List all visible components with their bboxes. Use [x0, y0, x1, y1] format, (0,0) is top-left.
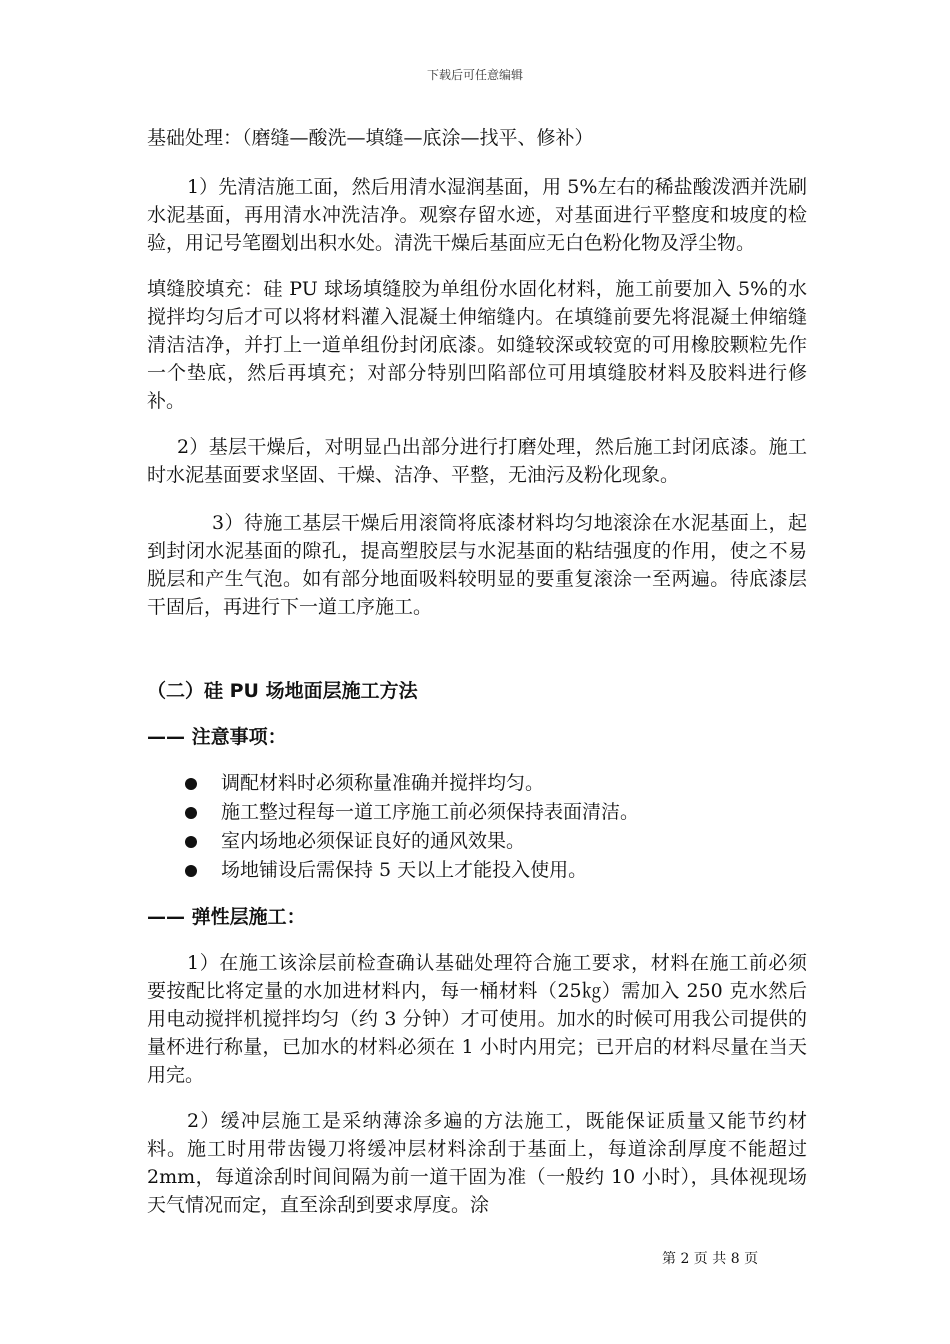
section-title-base-treatment: 基础处理：（磨缝—酸洗—填缝—底涂—找平、修补） [147, 127, 594, 149]
paragraph-step-1: 1）先清洁施工面，然后用清水湿润基面，用 5%左右的稀盐酸泼洒并洗刷水泥基面，再用清水冲洗洁净。观察存留水迹，对基面进行平整度和坡度的检验，用记号笔圈划出积水处。清洗干燥后基面应无白色粉化物及浮尘物。 [147, 176, 807, 254]
bullet-icon [185, 836, 197, 848]
list-item-text: 调配材料时必须称量准确并搅拌均匀。 [221, 772, 545, 794]
elastic-layer-heading: —— 弹性层施工： [147, 906, 306, 928]
list-item-text: 室内场地必须保证良好的通风效果。 [221, 830, 526, 852]
bullet-icon [185, 865, 197, 877]
list-item [185, 827, 807, 856]
list-item [185, 856, 807, 885]
page-header: 下载后可任意编辑 [426, 68, 523, 82]
notes-heading: —— 注意事项： [147, 726, 287, 748]
page-number: 第 2 页 共 8 页 [662, 1251, 759, 1267]
paragraph-step-2: 2）基层干燥后，对明显凸出部分进行打磨处理，然后施工封闭底漆。施工时水泥基面要求坚固、干燥、洁净、平整，无油污及粉化现象。 [147, 436, 807, 486]
paragraph-step-3: 3）待施工基层干燥后用滚筒将底漆材料均匀地滚涂在水泥基面上，起到封闭水泥基面的隙孔，提高塑胶层与水泥基面的粘结强度的作用，使之不易脱层和产生气泡。如有部分地面吸料较明显的要重复滚涂一至两遍。待底漆层干固后，再进行下一道工序施工。 [147, 512, 807, 618]
bullet-icon [185, 778, 197, 790]
list-item-text: 场地铺设后需保持 5 天以上才能投入使用。 [221, 859, 588, 881]
section-title-surface-construction: （二）硅 PU 场地面层施工方法 [147, 680, 418, 702]
paragraph-elastic-step-1: 1）在施工该涂层前检查确认基础处理符合施工要求，材料在施工前必须要按配比将定量的水加进材料内，每一桶材料（25㎏）需加入 250 克水然后用电动搅拌机搅拌均匀（约 3 分钟）才可使用。加水的时候可用我公司提供的量杯进行称量，已加水的材料必须在 1 小时内用完；已开启的材料尽量在当天用完。 [147, 952, 807, 1086]
list-item-text: 施工整过程每一道工序施工前必须保持表面清洁。 [221, 801, 640, 823]
list-item [185, 798, 807, 827]
paragraph-joint-filling: 填缝胶填充：硅 PU 球场填缝胶为单组份水固化材料，施工前要加入 5%的水搅拌均匀后才可以将材料灌入混凝土伸缩缝内。在填缝前要先将混凝土伸缩缝清洁洁净，并打上一道单组份封闭底漆。如缝较深或较宽的可用橡胶颗粒先作一个垫底，然后再填充；对部分特别凹陷部位可用填缝胶材料及胶料进行修补。 [147, 278, 807, 412]
list-item [185, 769, 807, 798]
document-body [147, 124, 807, 1219]
notes-list [147, 769, 807, 885]
paragraph-elastic-step-2: 2）缓冲层施工是采纳薄涂多遍的方法施工，既能保证质量又能节约材料。施工时用带齿镘刀将缓冲层材料涂刮于基面上，每道涂刮厚度不能超过 2mm，每道涂刮时间间隔为前一道干固为准（一般约 10 小时），具体视现场天气情况而定，直至涂刮到要求厚度。涂 [147, 1110, 807, 1216]
bullet-icon [185, 807, 197, 819]
